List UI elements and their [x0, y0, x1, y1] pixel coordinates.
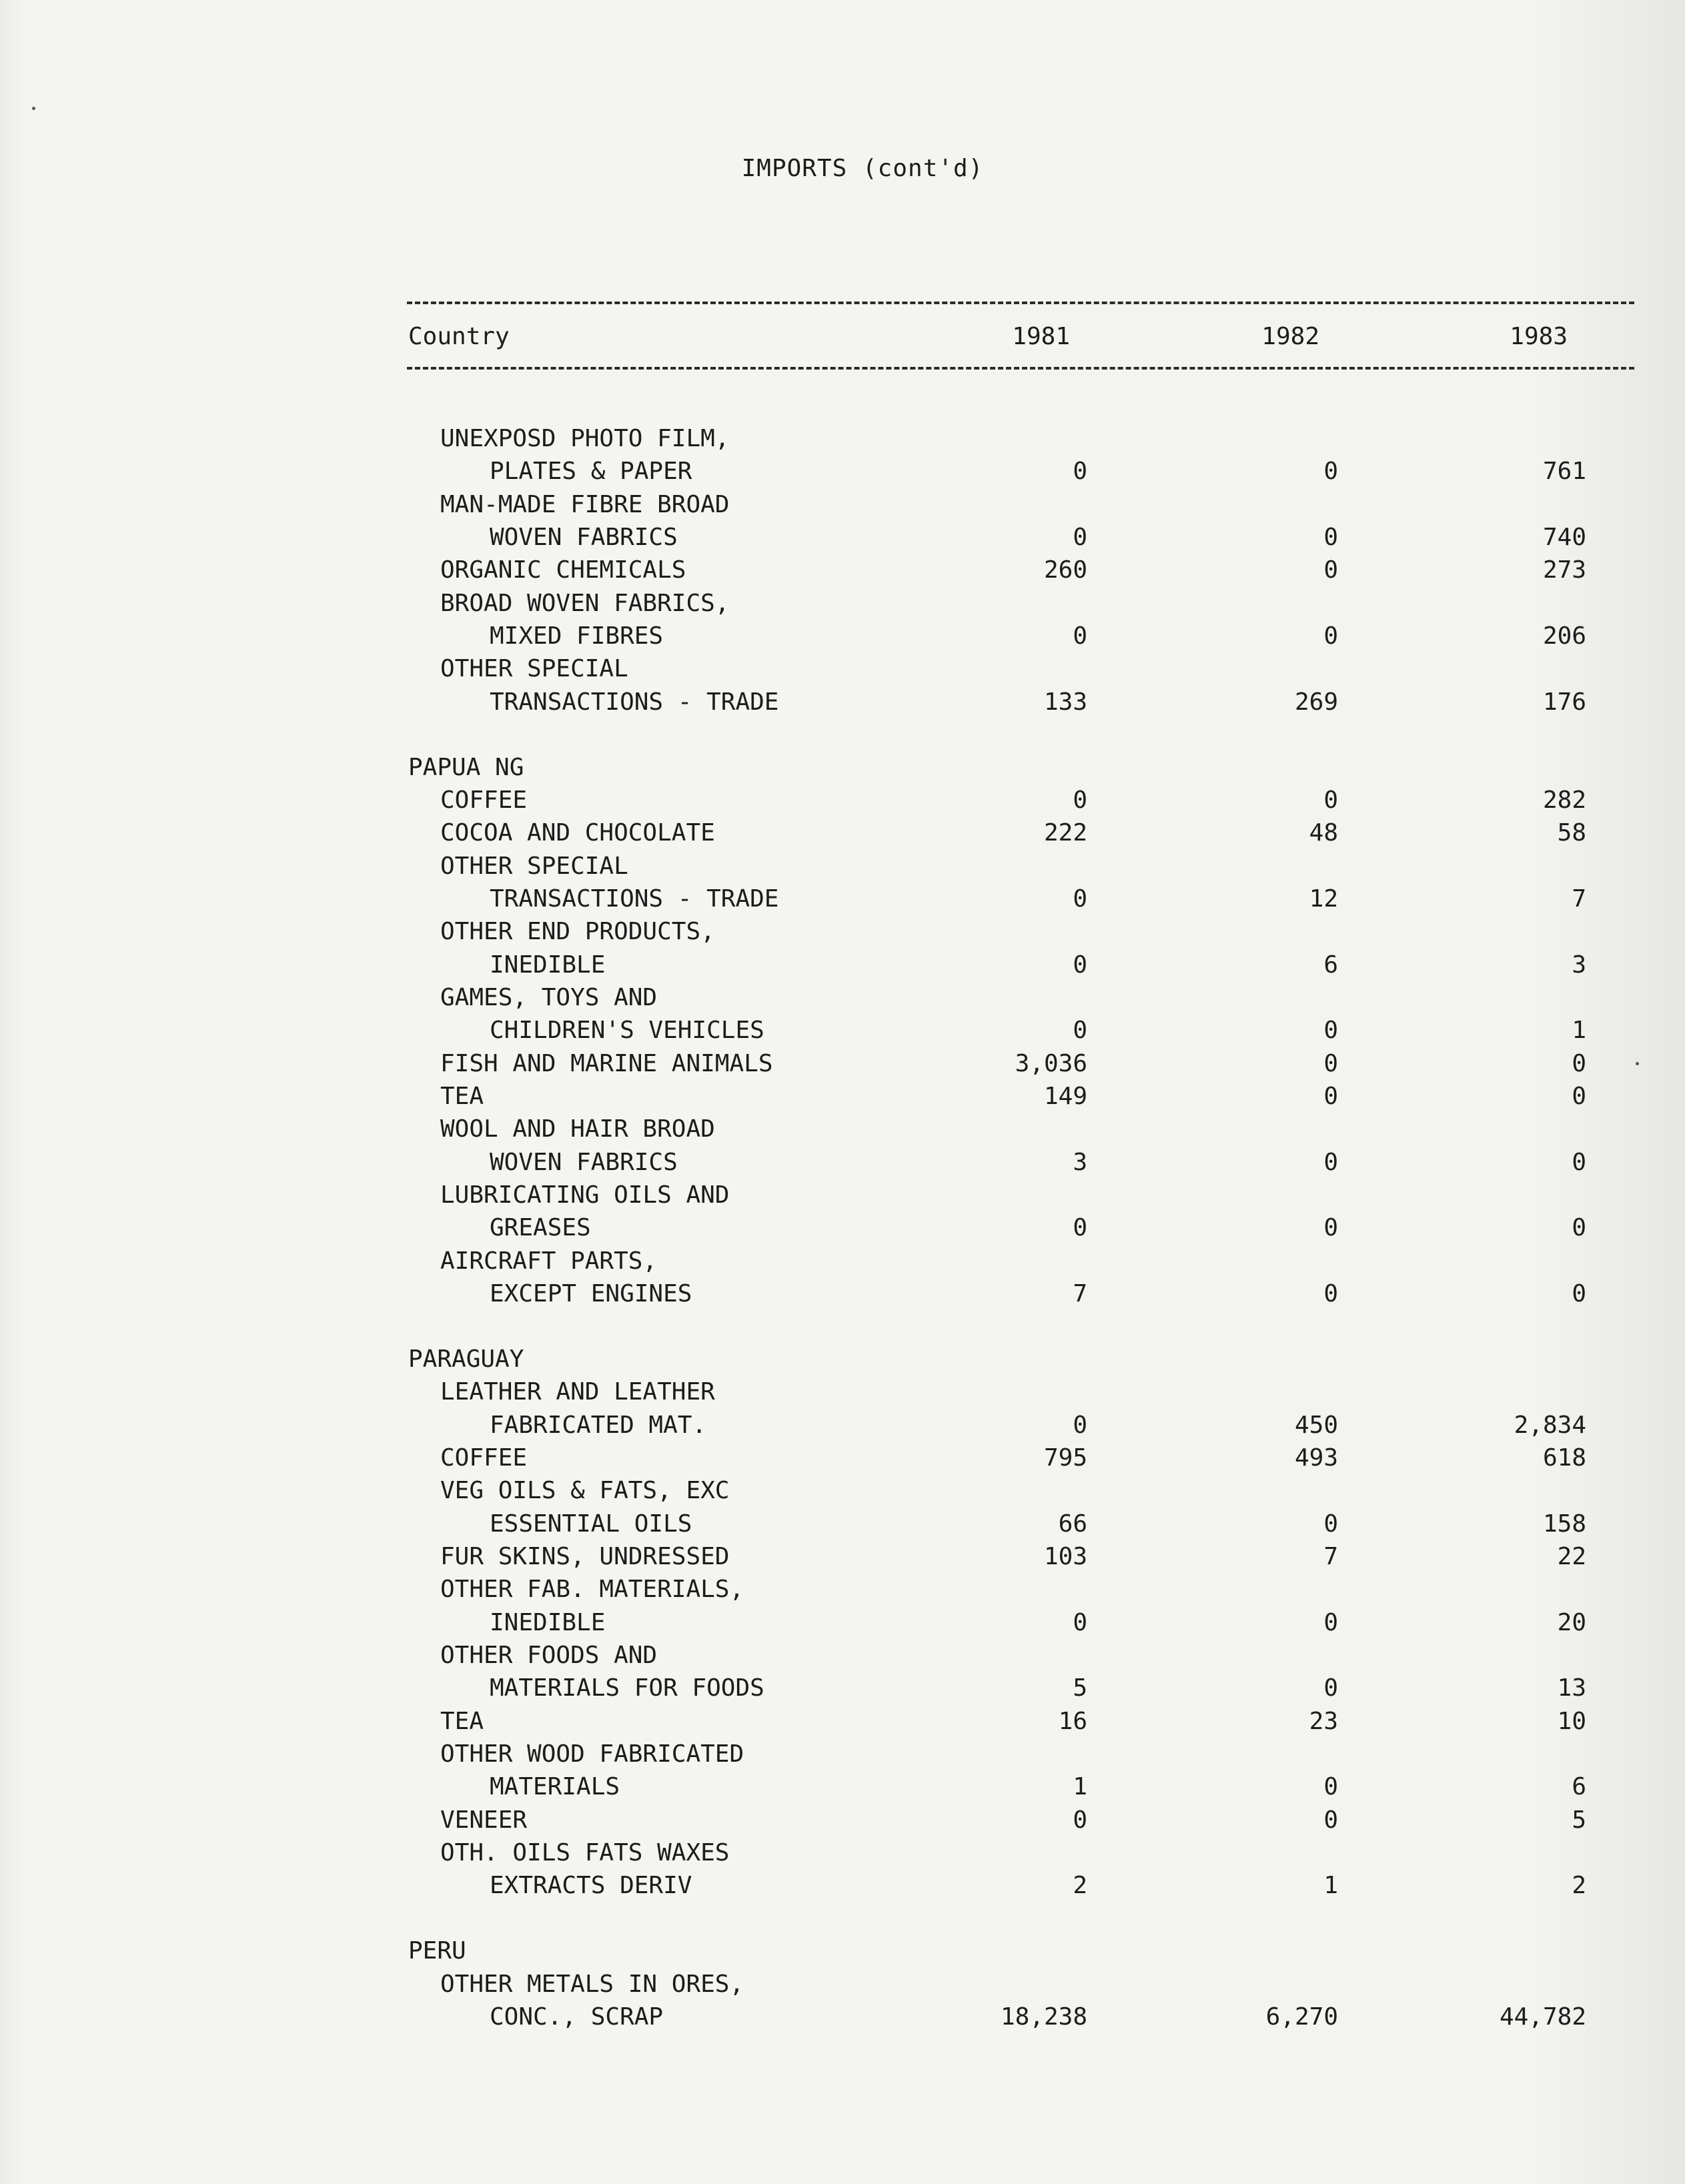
value-1982: 1	[1323, 1872, 1338, 1899]
value-1983: 1	[1572, 1017, 1586, 1044]
header-rule-bottom	[407, 367, 1634, 370]
value-1981: 149	[1043, 1083, 1087, 1110]
table-row	[0, 1442, 1685, 1475]
value-1982: 0	[1323, 1773, 1338, 1800]
commodity-label: UNEXPOSD PHOTO FILM,	[440, 425, 730, 452]
country-name: PERU	[408, 1937, 466, 1965]
commodity-label: OTHER WOOD FABRICATED	[440, 1740, 744, 1768]
country-group-row	[0, 1935, 1685, 1968]
commodity-label: INEDIBLE	[490, 951, 606, 979]
value-1983: 761	[1542, 458, 1586, 485]
value-1983: 0	[1572, 1149, 1586, 1176]
value-1981: 0	[1073, 622, 1087, 650]
column-header-country: Country	[408, 323, 510, 350]
value-1982: 6,270	[1265, 2003, 1338, 2031]
value-1982: 0	[1323, 1050, 1338, 1077]
value-1982: 0	[1323, 458, 1338, 485]
table-row	[0, 850, 1685, 883]
value-1983: 58	[1557, 819, 1586, 847]
value-1981: 0	[1073, 1609, 1087, 1636]
commodity-label: FABRICATED MAT.	[490, 1412, 707, 1439]
value-1981: 3,036	[1015, 1050, 1087, 1077]
table-row	[0, 1672, 1685, 1705]
commodity-label: LEATHER AND LEATHER	[440, 1378, 715, 1406]
table-row	[0, 554, 1685, 587]
commodity-label: MATERIALS	[490, 1773, 620, 1800]
commodity-label: OTHER END PRODUCTS,	[440, 918, 715, 945]
value-1981: 0	[1073, 458, 1087, 485]
commodity-label: AIRCRAFT PARTS,	[440, 1247, 658, 1275]
table-row	[0, 1179, 1685, 1212]
value-1983: 176	[1542, 688, 1586, 716]
value-1981: 133	[1043, 688, 1087, 716]
commodity-label: WOOL AND HAIR BROAD	[440, 1115, 715, 1143]
commodity-label: TRANSACTIONS - TRADE	[490, 688, 779, 716]
country-group-row	[0, 751, 1685, 784]
country-group-row	[0, 1343, 1685, 1376]
value-1981: 5	[1073, 1674, 1087, 1702]
table-row	[0, 1014, 1685, 1047]
value-1981: 795	[1043, 1444, 1087, 1472]
commodity-label: INEDIBLE	[490, 1609, 606, 1636]
table-row	[0, 1804, 1685, 1837]
value-1983: 6	[1572, 1773, 1586, 1800]
table-row	[0, 949, 1685, 982]
commodity-label: OTH. OILS FATS WAXES	[440, 1839, 730, 1866]
value-1982: 0	[1323, 1510, 1338, 1538]
value-1982: 12	[1309, 885, 1338, 913]
table-row	[0, 620, 1685, 653]
value-1981: 0	[1073, 786, 1087, 814]
table-row	[0, 915, 1685, 949]
commodity-label: CONC., SCRAP	[490, 2003, 664, 2031]
value-1981: 66	[1058, 1510, 1087, 1538]
commodity-label: ESSENTIAL OILS	[490, 1510, 692, 1538]
table-row	[0, 1573, 1685, 1606]
commodity-label: FUR SKINS, UNDRESSED	[440, 1543, 730, 1570]
value-1983: 13	[1557, 1674, 1586, 1702]
value-1982: 0	[1323, 556, 1338, 584]
commodity-label: COFFEE	[440, 1444, 528, 1472]
value-1981: 0	[1073, 1412, 1087, 1439]
table-row	[0, 1146, 1685, 1179]
value-1981: 1	[1073, 1773, 1087, 1800]
value-1983: 5	[1572, 1806, 1586, 1834]
value-1982: 0	[1323, 1149, 1338, 1176]
table-row	[0, 1474, 1685, 1508]
value-1983: 0	[1572, 1050, 1586, 1077]
commodity-label: TEA	[440, 1708, 484, 1735]
value-1983: 0	[1572, 1214, 1586, 1241]
value-1983: 10	[1557, 1708, 1586, 1735]
value-1983: 740	[1542, 524, 1586, 551]
table-row	[0, 1080, 1685, 1113]
value-1982: 48	[1309, 819, 1338, 847]
commodity-label: VEG OILS & FATS, EXC	[440, 1477, 730, 1504]
commodity-label: COCOA AND CHOCOLATE	[440, 819, 715, 847]
commodity-label: ORGANIC CHEMICALS	[440, 556, 686, 584]
commodity-label: OTHER SPECIAL	[440, 655, 628, 682]
commodity-label: EXTRACTS DERIV	[490, 1872, 692, 1899]
value-1981: 0	[1073, 885, 1087, 913]
commodity-label: LUBRICATING OILS AND	[440, 1181, 730, 1209]
commodity-label: VENEER	[440, 1806, 528, 1834]
value-1981: 0	[1073, 1017, 1087, 1044]
table-row	[0, 1277, 1685, 1311]
value-1982: 450	[1294, 1412, 1338, 1439]
value-1982: 0	[1323, 786, 1338, 814]
commodity-label: MIXED FIBRES	[490, 622, 664, 650]
table-row	[0, 1508, 1685, 1541]
commodity-label: EXCEPT ENGINES	[490, 1280, 692, 1307]
value-1982: 0	[1323, 1083, 1338, 1110]
value-1981: 222	[1043, 819, 1087, 847]
column-header-1983: 1983	[1510, 323, 1568, 350]
table-row	[0, 784, 1685, 817]
value-1982: 7	[1323, 1543, 1338, 1570]
commodity-label: BROAD WOVEN FABRICS,	[440, 590, 730, 617]
table-row	[0, 587, 1685, 620]
commodity-label: TRANSACTIONS - TRADE	[490, 885, 779, 913]
commodity-label: OTHER SPECIAL	[440, 853, 628, 880]
value-1982: 269	[1294, 688, 1338, 716]
value-1982: 0	[1323, 622, 1338, 650]
table-row	[0, 1606, 1685, 1640]
column-header-1982: 1982	[1261, 323, 1319, 350]
header-rule-top	[407, 302, 1634, 304]
table-row	[0, 1540, 1685, 1574]
value-1982: 0	[1323, 1674, 1338, 1702]
value-1983: 0	[1572, 1083, 1586, 1110]
value-1982: 493	[1294, 1444, 1338, 1472]
country-name: PAPUA NG	[408, 754, 524, 781]
value-1981: 260	[1043, 556, 1087, 584]
commodity-label: MAN-MADE FIBRE BROAD	[440, 491, 730, 518]
commodity-label: OTHER FOODS AND	[440, 1642, 658, 1669]
table-row	[0, 816, 1685, 850]
table-row	[0, 488, 1685, 522]
value-1983: 282	[1542, 786, 1586, 814]
value-1981: 7	[1073, 1280, 1087, 1307]
value-1983: 618	[1542, 1444, 1586, 1472]
value-1982: 0	[1323, 1609, 1338, 1636]
table-row	[0, 1869, 1685, 1902]
table-row	[0, 2001, 1685, 2034]
value-1983: 7	[1572, 885, 1586, 913]
commodity-label: GAMES, TOYS AND	[440, 984, 658, 1011]
country-name: PARAGUAY	[408, 1345, 524, 1373]
table-row	[0, 1968, 1685, 2001]
value-1983: 0	[1572, 1280, 1586, 1307]
value-1983: 2	[1572, 1872, 1586, 1899]
value-1983: 44,782	[1499, 2003, 1586, 2031]
value-1981: 0	[1073, 1214, 1087, 1241]
table-row	[0, 1770, 1685, 1804]
value-1983: 22	[1557, 1543, 1586, 1570]
value-1983: 158	[1542, 1510, 1586, 1538]
value-1981: 0	[1073, 1806, 1087, 1834]
table-row	[0, 1738, 1685, 1771]
table-row	[0, 686, 1685, 719]
value-1982: 0	[1323, 524, 1338, 551]
commodity-label: COFFEE	[440, 786, 528, 814]
commodity-label: TEA	[440, 1083, 484, 1110]
commodity-label: OTHER FAB. MATERIALS,	[440, 1576, 744, 1603]
value-1981: 103	[1043, 1543, 1087, 1570]
table-row	[0, 1409, 1685, 1442]
table-row	[0, 1113, 1685, 1146]
table-row	[0, 1639, 1685, 1672]
commodity-label: OTHER METALS IN ORES,	[440, 1971, 744, 1998]
table-row	[0, 1245, 1685, 1278]
value-1981: 2	[1073, 1872, 1087, 1899]
commodity-label: MATERIALS FOR FOODS	[490, 1674, 764, 1702]
value-1982: 23	[1309, 1708, 1338, 1735]
scan-speck	[32, 107, 35, 110]
table-row	[0, 521, 1685, 554]
value-1981: 16	[1058, 1708, 1087, 1735]
value-1982: 0	[1323, 1017, 1338, 1044]
table-row	[0, 1047, 1685, 1081]
commodity-label: WOVEN FABRICS	[490, 524, 678, 551]
value-1982: 0	[1323, 1280, 1338, 1307]
page-title: IMPORTS (cont'd)	[741, 155, 984, 182]
value-1982: 0	[1323, 1214, 1338, 1241]
value-1981: 18,238	[1000, 2003, 1087, 2031]
commodity-label: GREASES	[490, 1214, 591, 1241]
value-1981: 0	[1073, 951, 1087, 979]
table-row	[0, 1211, 1685, 1245]
value-1983: 206	[1542, 622, 1586, 650]
value-1981: 0	[1073, 524, 1087, 551]
table-row	[0, 1836, 1685, 1870]
commodity-label: FISH AND MARINE ANIMALS	[440, 1050, 773, 1077]
value-1983: 3	[1572, 951, 1586, 979]
table-row	[0, 1705, 1685, 1738]
table-row	[0, 1376, 1685, 1409]
value-1983: 20	[1557, 1609, 1586, 1636]
value-1982: 6	[1323, 951, 1338, 979]
commodity-label: CHILDREN'S VEHICLES	[490, 1017, 764, 1044]
column-header-1981: 1981	[1012, 323, 1070, 350]
commodity-label: PLATES & PAPER	[490, 458, 692, 485]
value-1983: 273	[1542, 556, 1586, 584]
table-row	[0, 455, 1685, 488]
table-row	[0, 652, 1685, 686]
table-row	[0, 883, 1685, 916]
value-1981: 3	[1073, 1149, 1087, 1176]
value-1983: 2,834	[1514, 1412, 1586, 1439]
scan-speck	[1636, 1062, 1639, 1065]
commodity-label: WOVEN FABRICS	[490, 1149, 678, 1176]
value-1982: 0	[1323, 1806, 1338, 1834]
table-row	[0, 981, 1685, 1015]
table-row	[0, 422, 1685, 456]
